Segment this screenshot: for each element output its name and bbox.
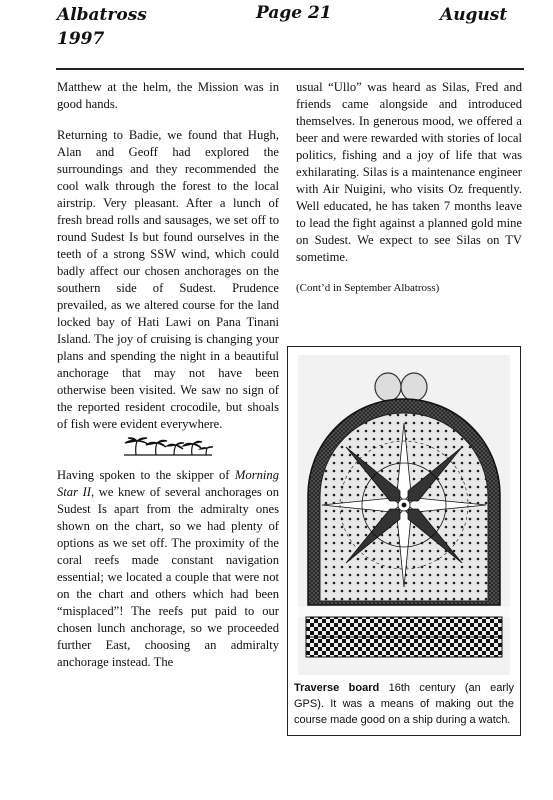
paragraph: Matthew at the helm, the Mission was in good hands. [57,80,279,111]
traverse-board-image [298,355,510,675]
newsletter-name: Albatross [57,5,147,25]
month: August [440,5,508,25]
continued-note: (Cont’d in September Albatross) [296,282,440,294]
paragraph: Having spoken to the skipper of Morning Star II, we knew of several anchorages on Sudest Is apart from the admiralty ones shown on the chart, so we had plenty of options as we set off. The proximity of the coral reefs made constant navigation essential; we located a couple that were not on the chart and others which had been “misplaced”! The reefs put paid to our chosen lunch anchorage, so we proceeded further East, choosing an admiralty anchorage instead. The [57,468,280,669]
header-rule [56,68,524,70]
masthead [57,3,147,51]
paragraph: usual “Ullo” was heard as Silas, Fred and friends came alongside and introduced themselves. In generous mood, we offered a beer and were rewarded with stories of local politics, fishing and a joy of life that was exhilarating. Silas is a maintenance engineer with Air Nuigini, who visits Oz frequently. Well educated, he has taken 7 months leave to lead the fight against a planned gold mine on Sudest. We expect to see Silas on TV sometime. [296,80,522,264]
figure-box [287,346,521,736]
left-column [57,79,279,685]
palm-trees-icon [122,437,214,457]
page-number: Page 21 [256,3,332,23]
right-column [296,79,522,311]
paragraph: Returning to Badie, we found that Hugh, Alan and Geoff had explored the surroundings and they recommended the cool walk through the forest to the local airstrip. Very pleasant. After a lunch of fresh bread rolls and sausages, we set off to round Sudest Is but found ourselves in the teeth of a strong SSW wind, which could badly affect our chosen anchorages on the southern side of Sudest. Prudence prevailed, as we altered course for the land locked bay of Hati Lawi on Pana Tinani Island. The joy of cruising is changing your plans and spending the night in a beautiful anchorage that may not have been otherwise been visited. We saw no sign of the reported resident crocodile, but shoals of fish were evident everywhere. [57,128,279,431]
caption-title: Traverse board [294,682,380,694]
year: 1997 [57,29,105,49]
figure-caption: Traverse board 16th century (an early GPS). It was a means of making out the course made good on a ship during a watch. [294,682,515,726]
vessel-name: Morning Star II [57,468,279,499]
